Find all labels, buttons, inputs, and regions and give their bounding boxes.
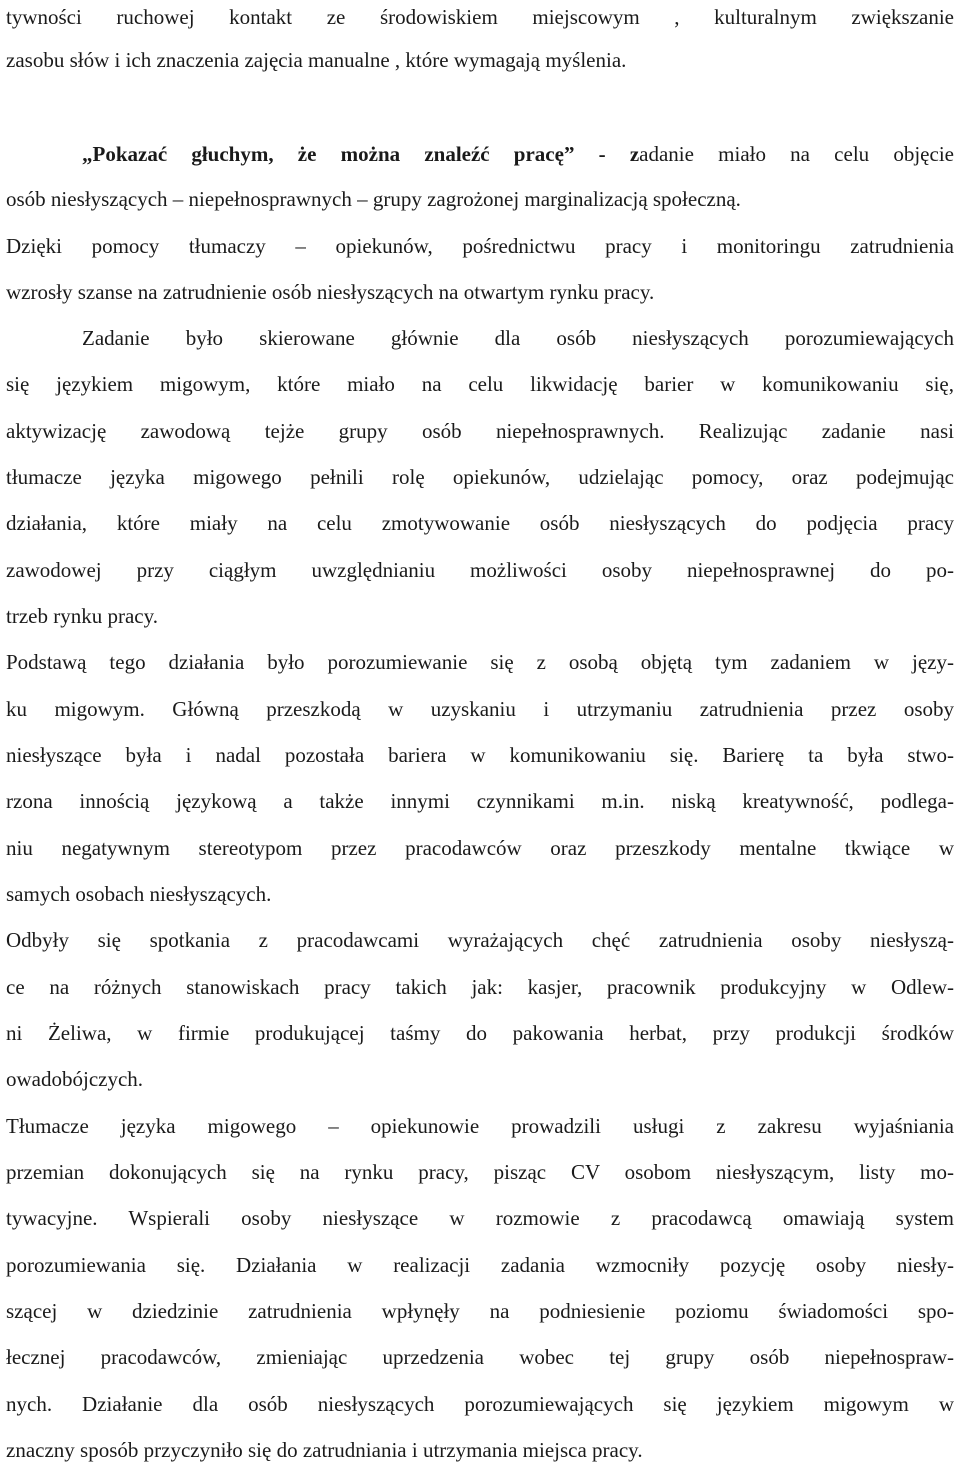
text-line: Zadanie było skierowane głównie dla osób niesłyszących porozumiewających	[82, 326, 954, 350]
text-line: niu negatywnym stereotypom przez pracodawców oraz przeszkody mentalne tkwiące w	[6, 836, 954, 860]
text-line: tłumacze języka migowego pełnili rolę opiekunów, udzielając pomocy, oraz podejmując	[6, 465, 954, 489]
text-line: szącej w dziedzinie zatrudnienia wpłynęły na podniesienie poziomu świadomości spo-	[6, 1299, 954, 1323]
text-line: nych. Działanie dla osób niesłyszących porozumiewających się językiem migowym w	[6, 1392, 954, 1416]
text-line: Odbyły się spotkania z pracodawcami wyrażających chęć zatrudnienia osoby niesłyszą-	[6, 928, 954, 952]
text-line: działania, które miały na celu zmotywowanie osób niesłyszących do podjęcia pracy	[6, 511, 954, 535]
text-line: samych osobach niesłyszących.	[6, 882, 272, 906]
text-line: tywacyjne. Wspierali osoby niesłyszące w rozmowie z pracodawcą omawiają system	[6, 1206, 954, 1230]
text-line: zasobu słów i ich znaczenia zajęcia manualne , które wymagają myślenia.	[6, 48, 627, 72]
text-line: przemian dokonujących się na rynku pracy, pisząc CV osobom niesłyszącym, listy mo-	[6, 1160, 954, 1184]
section-heading-line	[82, 139, 954, 169]
text-line: Dzięki pomocy tłumaczy – opiekunów, pośrednictwu pracy i monitoringu zatrudnienia	[6, 234, 954, 258]
text-line: aktywizację zawodową tejże grupy osób niepełnosprawnych. Realizując zadanie nasi	[6, 419, 954, 443]
text-line: ce na różnych stanowiskach pracy takich jak: kasjer, pracownik produkcyjny w Odlew-	[6, 975, 954, 999]
text-line: Podstawą tego działania było porozumiewanie się z osobą objętą tym zadaniem w języ-	[6, 650, 954, 674]
text-line: porozumiewania się. Działania w realizacji zadania wzmocniły pozycję osoby niesły-	[6, 1253, 954, 1277]
text-line: owadobójczych.	[6, 1067, 144, 1091]
text-line: się językiem migowym, które miało na celu likwidację barier w komunikowaniu się,	[6, 372, 954, 396]
text-line: niesłyszące była i nadal pozostała bariera w komunikowaniu się. Barierę ta była stwo-	[6, 743, 954, 767]
text-line: rzona innością językową a także innymi czynnikami m.in. niską kreatywność, podlega-	[6, 789, 954, 813]
section-heading: „Pokazać głuchym, że można znaleźć pracę” - z	[82, 142, 640, 166]
text-line: wzrosły szanse na zatrudnienie osób niesłyszących na otwartym rynku pracy.	[6, 280, 655, 304]
text-line: ku migowym. Główną przeszkodą w uzyskaniu i utrzymaniu zatrudnienia przez osoby	[6, 697, 954, 721]
text-line: znaczny sposób przyczyniło się do zatrudniania i utrzymania miejsca pracy.	[6, 1438, 643, 1462]
text-line: tywności ruchowej kontakt ze środowiskiem miejscowym , kulturalnym zwiększanie	[6, 5, 954, 29]
text-line: Tłumacze języka migowego – opiekunowie prowadzili usługi z zakresu wyjaśniania	[6, 1114, 954, 1138]
text-line: trzeb rynku pracy.	[6, 604, 158, 628]
text-line: zawodowej przy ciągłym uwzględnianiu możliwości osoby niepełnosprawnej do po-	[6, 558, 954, 582]
text-line: ni Żeliwa, w firmie produkującej taśmy do pakowania herbat, przy produkcji środków	[6, 1021, 954, 1045]
text-line: łecznej pracodawców, zmieniając uprzedzenia wobec tej grupy osób niepełnospraw-	[6, 1345, 954, 1369]
text-line: osób niesłyszących – niepełnosprawnych – grupy zagrożonej marginalizacją społeczną.	[6, 187, 741, 211]
text-fragment: adanie miało na celu objęcie	[639, 142, 954, 166]
